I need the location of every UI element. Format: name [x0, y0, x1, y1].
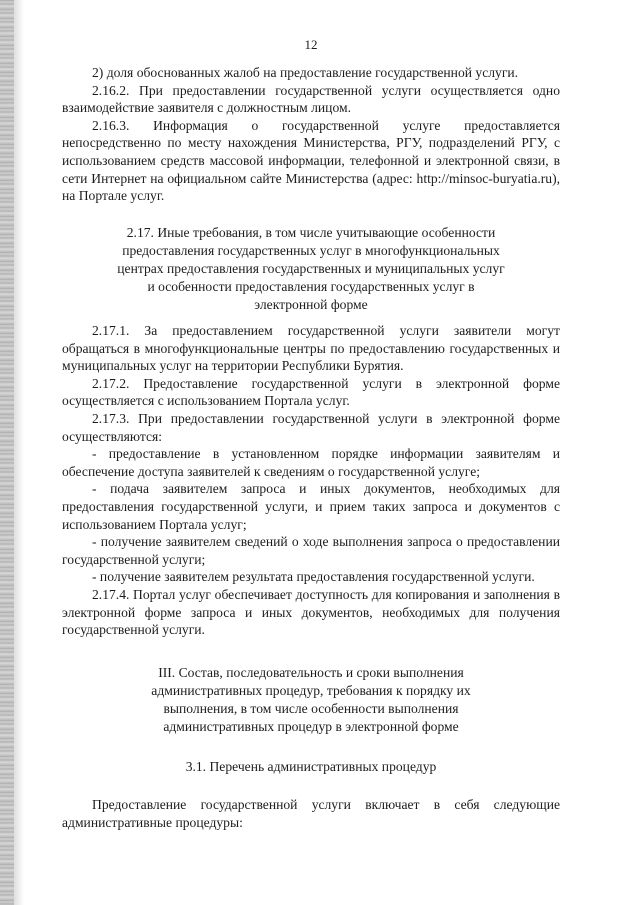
paragraph-2-17-4: 2.17.4. Портал услуг обеспечивает доступность для копирования и заполнения в электронной форме запроса и иных документов, необходимых для получения государственной услуги.: [62, 586, 560, 638]
heading-2-17-line-5: электронной форме: [254, 297, 368, 312]
bullet-item-4: - получение заявителем результата предоставления государственной услуги.: [92, 569, 535, 585]
bullet-item-1: - предоставление в установленном порядке информации заявителям и обеспечение доступа заявителей к сведениям о государственной услуге;: [62, 446, 560, 479]
paragraph-2-16-3: 2.16.3. Информация о государственной услуге предоставляется непосредственно по месту нахождения Министерства, РГУ, подразделений РГУ, с использованием средств массовой информации, телефонной и электронной связи, в сети Интернет на официальном сайте Министерства (адрес: http://minsoc-buryatia.ru), на Портале услуг.: [62, 117, 560, 204]
section-2-16: [62, 64, 560, 205]
heading-III-line-4: административных процедур в электронной форме: [163, 719, 459, 734]
heading-2-17: [62, 224, 560, 314]
heading-III-line-3: выполнения, в том числе особенности выполнения: [163, 701, 459, 716]
section-3-1: [62, 796, 560, 831]
scan-edge-shadow: [0, 0, 14, 905]
paragraph-2-17-3: 2.17.3. При предоставлении государственной услуги в электронной форме осуществляются:: [62, 410, 560, 444]
document-page: [62, 0, 560, 905]
heading-3-1: 3.1. Перечень административных процедур: [185, 759, 437, 774]
heading-III-line-2: административных процедур, требования к порядку их: [151, 683, 471, 698]
paragraph-2-17-2: 2.17.2. Предоставление государственной услуги в электронной форме осуществляется с использованием Портала услуг.: [62, 375, 560, 409]
bullet-item-3: - получение заявителем сведений о ходе выполнения запроса о предоставлении государственной услуги;: [62, 534, 560, 567]
paragraph-3-1-intro: Предоставление государственной услуги включает в себя следующие административные процедуры:: [62, 797, 560, 830]
heading-2-17-line-1: 2.17. Иные требования, в том числе учитывающие особенности: [126, 225, 496, 240]
page-number: 12: [304, 37, 318, 52]
bullet-item-2: - подача заявителем запроса и иных документов, необходимых для предоставления государственной услуги, и прием таких запроса и документов с использованием Портала услуг;: [62, 481, 560, 532]
paragraph-2-17-1: 2.17.1. За предоставлением государственной услуги заявители могут обращаться в многофункциональные центры по предоставлению государственных и муниципальных услуг на территории Республики Бурятия.: [62, 323, 560, 374]
heading-section-III: [62, 664, 560, 736]
heading-2-17-line-3: центрах предоставления государственных и муниципальных услуг: [117, 261, 505, 276]
section-2-17: [62, 322, 560, 639]
scan-edge-fade: [14, 0, 24, 905]
heading-III-line-1: III. Состав, последовательность и сроки выполнения: [158, 665, 464, 680]
list-item-2: 2) доля обоснованных жалоб на предоставление государственной услуги.: [92, 65, 519, 80]
paragraph-2-16-2: 2.16.2. При предоставлении государственной услуги осуществляется одно взаимодействие заявителя с должностным лицом.: [62, 82, 560, 116]
heading-2-17-line-2: предоставления государственных услуг в многофункциональных: [122, 243, 500, 258]
heading-2-17-line-4: и особенности предоставления государственных услуг в: [147, 279, 475, 294]
